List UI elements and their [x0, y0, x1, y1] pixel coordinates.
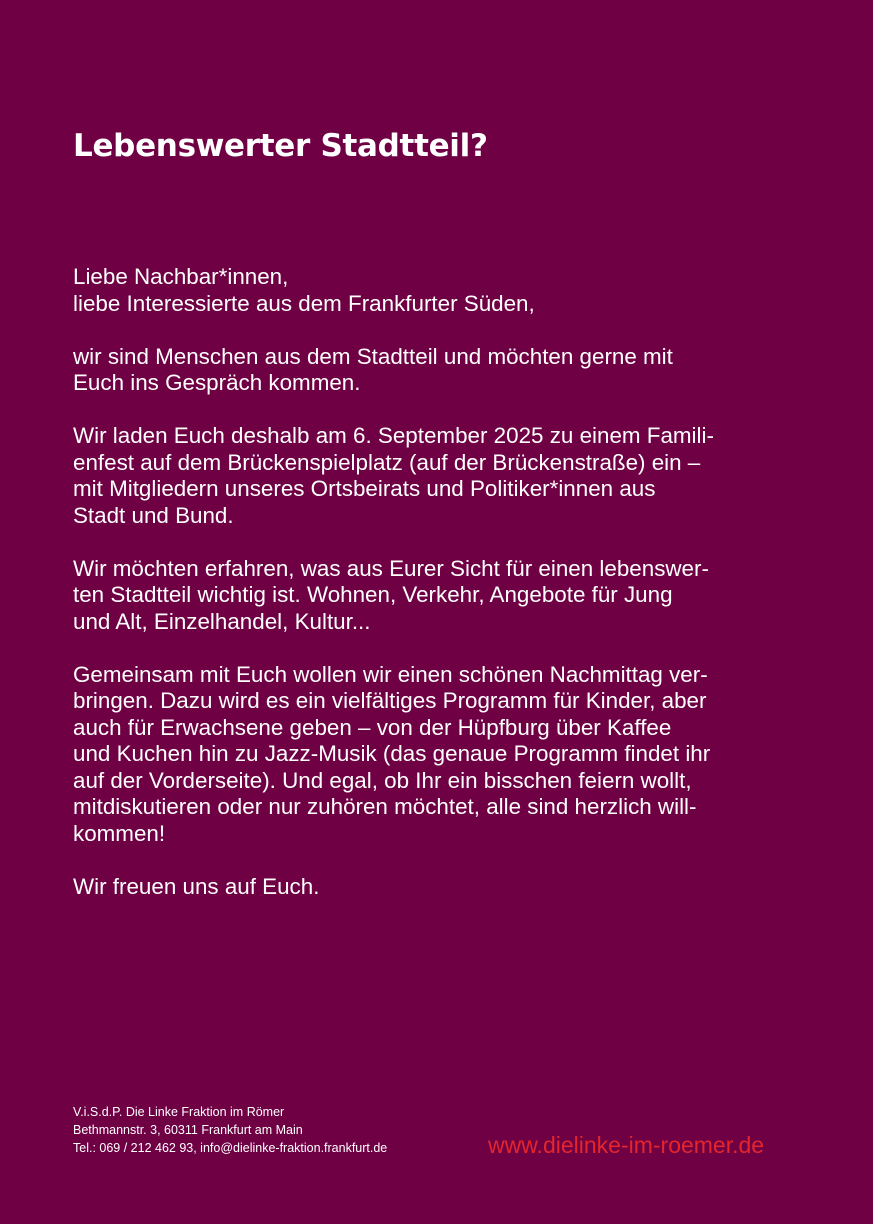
text-line: Wir möchten erfahren, was aus Eurer Sicht für einen lebenswer- [73, 555, 709, 581]
text-line: und Alt, Einzelhandel, Kultur... [73, 608, 371, 634]
imprint-contact: Tel.: 069 / 212 462 93, info@dielinke-fraktion.frankfurt.de [73, 1141, 388, 1155]
text-line: mit Mitgliedern unseres Ortsbeirats und Politiker*innen aus [73, 476, 656, 501]
text-line: Stadt und Bund. [73, 502, 234, 528]
text-line: kommen! [73, 820, 166, 846]
paragraph-program [73, 662, 813, 848]
text-line: mitdiskutieren oder nur zuhören möchtet, alle sind herzlich will- [73, 794, 697, 819]
paragraph-invitation [73, 423, 813, 529]
text-line: bringen. Dazu wird es ein vielfältiges Programm für Kinder, aber [73, 688, 707, 713]
letter-body [73, 264, 813, 927]
text-line: Liebe Nachbar*innen, [73, 264, 289, 289]
paragraph-greeting [73, 264, 813, 317]
paragraph-question [73, 556, 813, 636]
text-line: enfest auf dem Brückenspielplatz (auf der Brückenstraße) ein – [73, 449, 701, 475]
text-line: auf der Vorderseite). Und egal, ob Ihr ein bisschen feiern wollt, [73, 767, 692, 793]
text-line: liebe Interessierte aus dem Frankfurter Süden, [73, 290, 535, 316]
website-link[interactable]: www.dielinke-im-roemer.de [488, 1132, 765, 1158]
text-line: und Kuchen hin zu Jazz-Musik (das genaue Programm findet ihr [73, 741, 711, 766]
imprint-block [73, 1103, 387, 1157]
imprint-responsible: V.i.S.d.P. Die Linke Fraktion im Römer [73, 1105, 285, 1119]
text-line: wir sind Menschen aus dem Stadtteil und möchten gerne mit [73, 343, 673, 369]
paragraph-intro [73, 344, 813, 397]
text-line: Wir freuen uns auf Euch. [73, 873, 320, 899]
text-line: Euch ins Gespräch kommen. [73, 370, 361, 395]
imprint-address: Bethmannstr. 3, 60311 Frankfurt am Main [73, 1123, 303, 1137]
text-line: auch für Erwachsene geben – von der Hüpfburg über Kaffee [73, 714, 672, 740]
page-title: Lebenswerter Stadtteil? [73, 128, 488, 164]
text-line: Gemeinsam mit Euch wollen wir einen schönen Nachmittag ver- [73, 661, 708, 687]
text-line: ten Stadtteil wichtig ist. Wohnen, Verkehr, Angebote für Jung [73, 582, 673, 607]
paragraph-closing [73, 874, 813, 901]
text-line: Wir laden Euch deshalb am 6. September 2025 zu einem Famili- [73, 423, 714, 448]
